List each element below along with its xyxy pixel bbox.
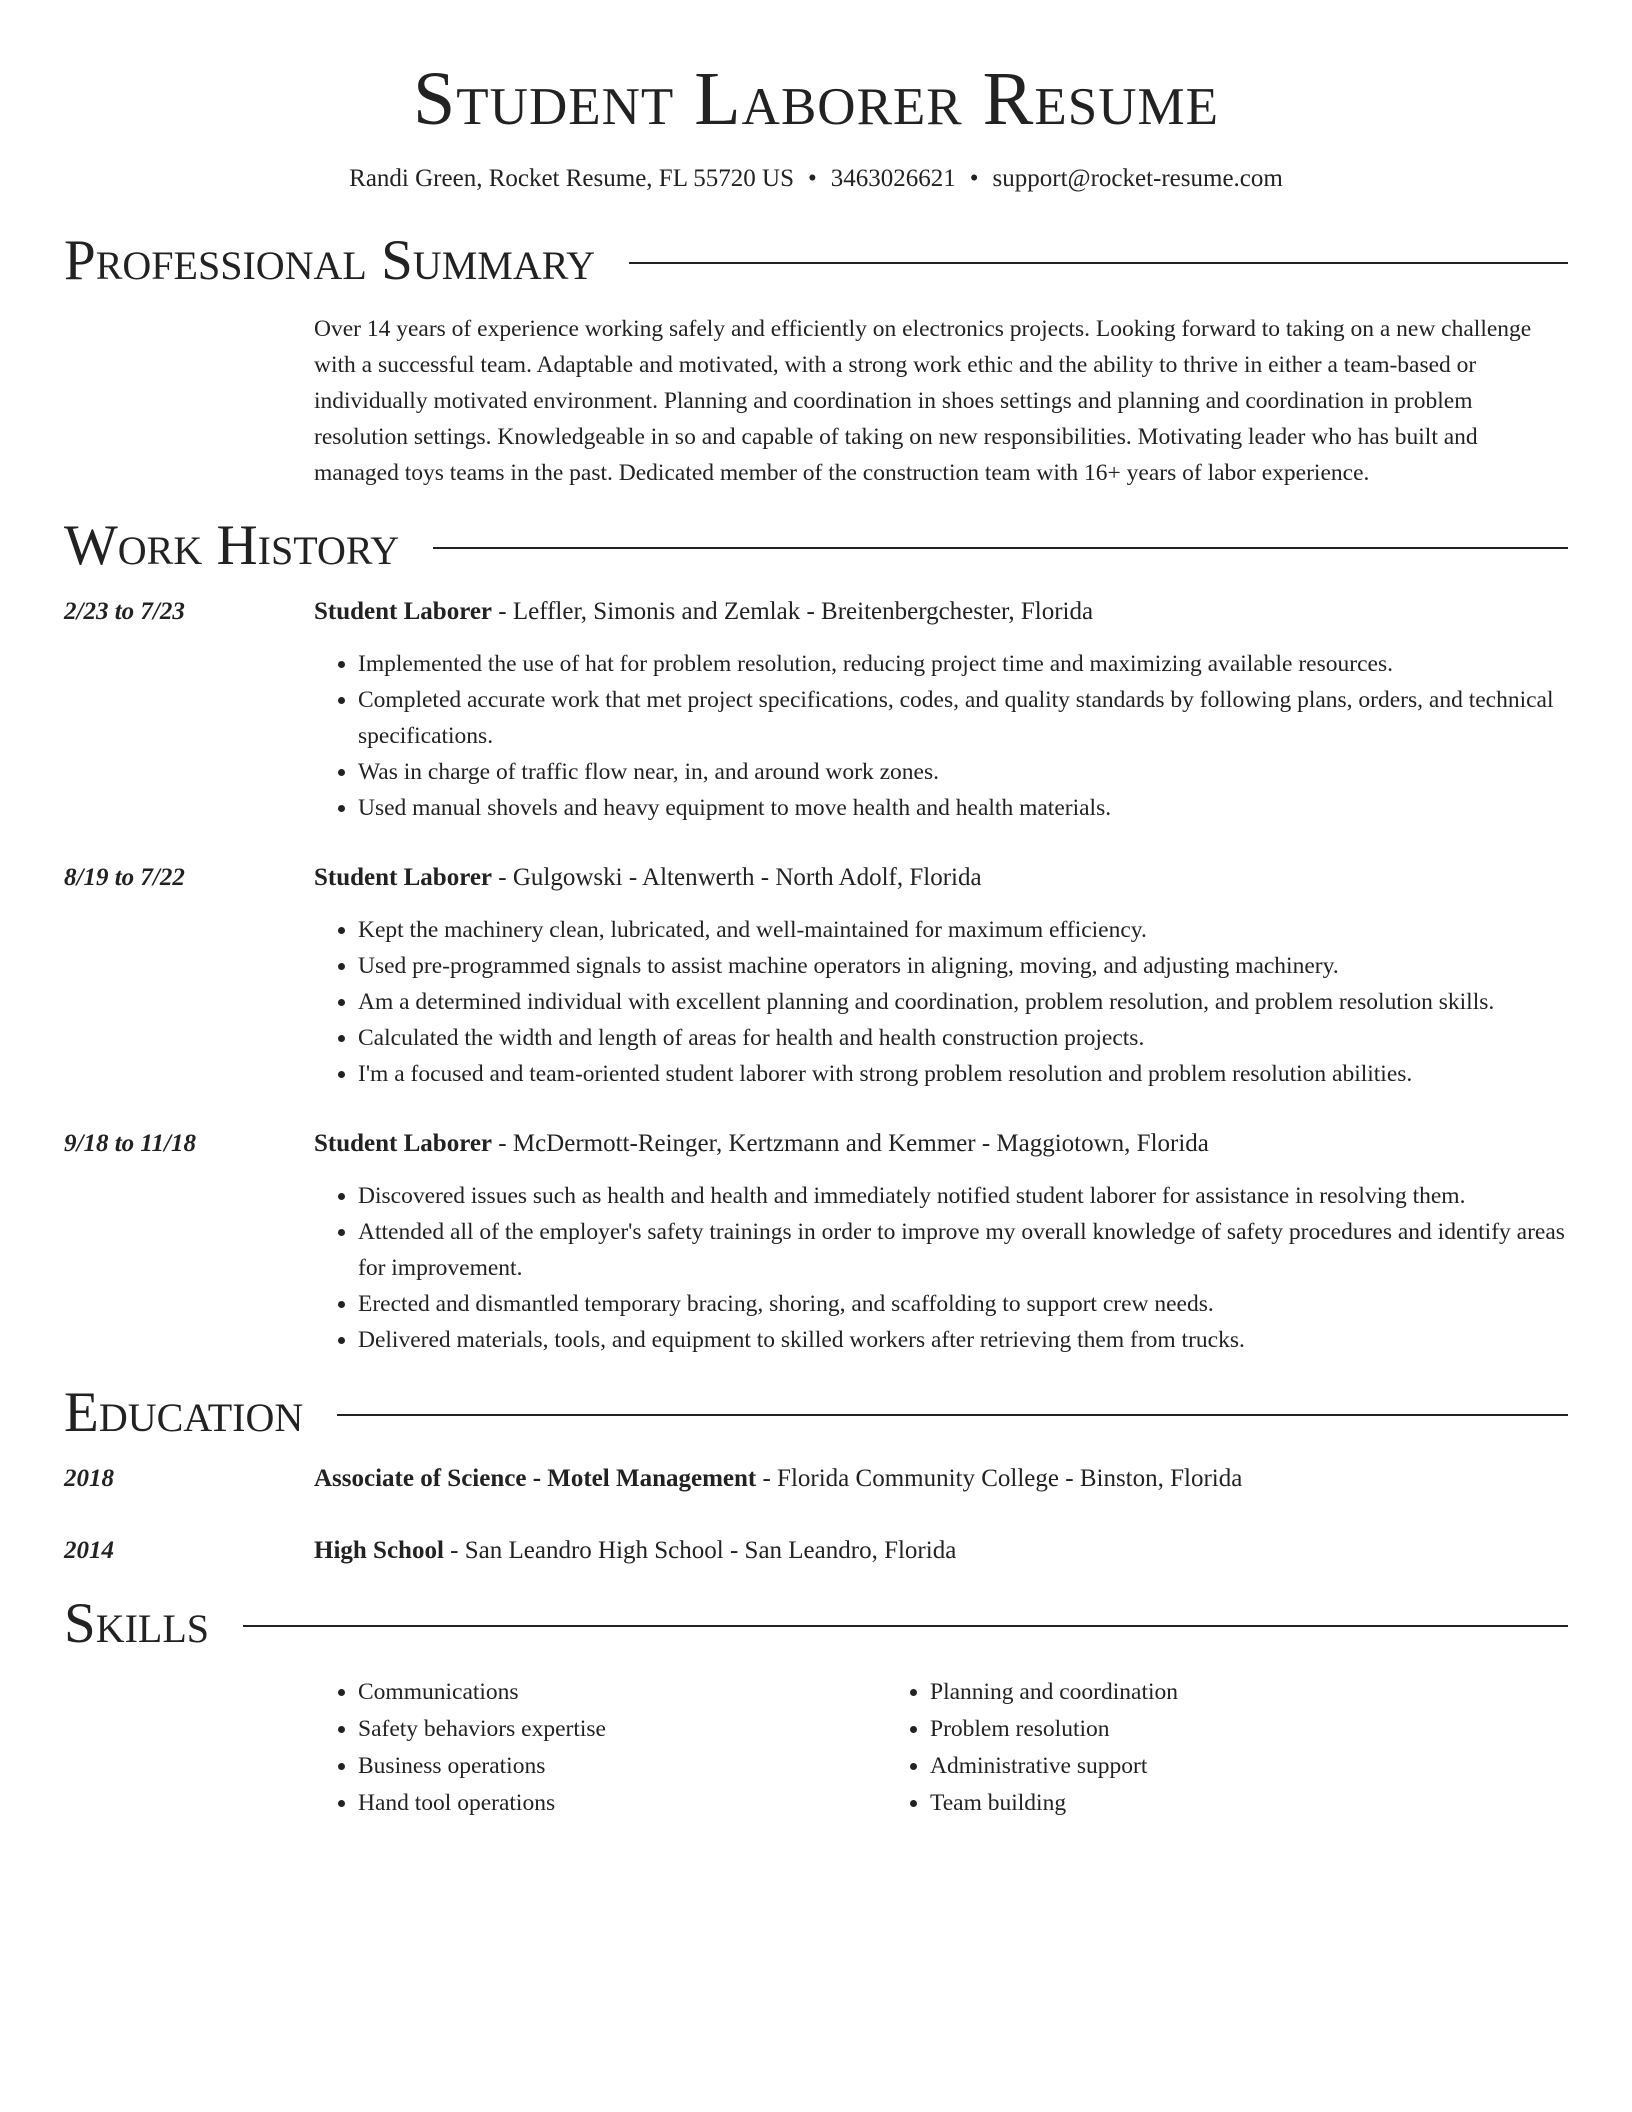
contact-separator: • (808, 164, 817, 192)
contact-address: Randi Green, Rocket Resume, FL 55720 US (349, 164, 795, 192)
section-heading: Education (64, 1380, 304, 1444)
job-bullets (314, 912, 1568, 1092)
job-bullets (314, 1178, 1568, 1358)
job-employer: - Gulgowski - Altenwerth - North Adolf, Florida (492, 863, 982, 891)
job-employer: - McDermott-Reinger, Kertzmann and Kemmer - Maggiotown, Florida (492, 1129, 1209, 1157)
education-year: 2014 (64, 1536, 114, 1564)
skill-item: • Team building (930, 1785, 1568, 1822)
education-entry (64, 1533, 1568, 1569)
job-bullet: • Discovered issues such as health and health and immediately notified student laborer for assistance in resolving them. (358, 1178, 1568, 1214)
job-bullet: • Was in charge of traffic flow near, in, and around work zones. (358, 754, 1568, 790)
work-history-list (64, 594, 1568, 1358)
skills-list-left (314, 1674, 886, 1822)
contact-phone: 3463026621 (830, 164, 956, 192)
job-title: Student Laborer (314, 863, 493, 891)
job-dates: 2/23 to 7/23 (64, 597, 185, 625)
job-bullet: • Completed accurate work that met project specifications, codes, and quality standards by following plans, orders, and technical specifications. (358, 682, 1568, 754)
job-entry (64, 594, 1568, 826)
skill-item: • Communications (358, 1674, 886, 1711)
education-section-header (64, 1380, 1568, 1444)
skills-list-right (886, 1674, 1568, 1822)
education-year: 2018 (64, 1464, 114, 1492)
education-entry (64, 1461, 1568, 1497)
section-divider (629, 262, 1568, 264)
section-divider (433, 547, 1568, 549)
job-dates: 9/18 to 11/18 (64, 1129, 196, 1157)
job-bullet: • Erected and dismantled temporary bracing, shoring, and scaffolding to support crew needs. (358, 1286, 1568, 1322)
education-school: - San Leandro High School - San Leandro, Florida (443, 1536, 957, 1564)
job-bullets (314, 646, 1568, 826)
education-degree: High School (314, 1536, 444, 1564)
job-bullet: • Used pre-programmed signals to assist machine operators in aligning, moving, and adjusting machinery. (358, 948, 1568, 984)
section-heading: Professional Summary (64, 228, 596, 292)
job-dates: 8/19 to 7/22 (64, 863, 185, 891)
work-section-header (64, 513, 1568, 577)
job-title: Student Laborer (314, 597, 493, 625)
job-bullet: • Implemented the use of hat for problem resolution, reducing project time and maximizing available resources. (358, 646, 1568, 682)
contact-separator: • (969, 164, 979, 192)
section-divider (337, 1414, 1568, 1416)
job-entry (64, 1126, 1568, 1358)
job-employer: - Leffler, Simonis and Zemlak - Breitenbergchester, Florida (492, 597, 1094, 625)
skill-item: • Problem resolution (930, 1711, 1568, 1748)
section-heading: Work History (64, 513, 400, 577)
job-bullet: • Calculated the width and length of areas for health and health construction projects. (358, 1020, 1568, 1056)
job-bullet: • I'm a focused and team-oriented student laborer with strong problem resolution and problem resolution abilities. (358, 1056, 1568, 1092)
education-line (314, 1461, 1568, 1497)
job-bullet: • Delivered materials, tools, and equipment to skilled workers after retrieving them from trucks. (358, 1322, 1568, 1358)
summary-text: Over 14 years of experience working safely and efficiently on electronics projects. Looking forward to taking on a new challenge with a successful team. Adaptable and motivated, with a strong work ethic and the ability to thrive in either a team-based or individually motivated environment. Planning and coordination in shoes settings and planning and coordination in problem resolution settings. Knowledgeable in so and capable of taking on new responsibilities. Motivating leader who has built and managed toys teams in the past. Dedicated member of the construction team with 16+ years of labor experience. (314, 315, 1532, 486)
job-title: Student Laborer (314, 1129, 493, 1157)
job-heading (314, 860, 1568, 896)
job-bullet: • Used manual shovels and heavy equipment to move health and health materials. (358, 790, 1568, 826)
section-heading: Skills (64, 1591, 210, 1655)
education-line (314, 1533, 1568, 1569)
skills-columns (314, 1674, 1568, 1822)
skills-section-header (64, 1591, 1568, 1655)
resume-title: Student Laborer Resume (413, 57, 1219, 141)
section-divider (243, 1625, 1568, 1627)
contact-line (64, 164, 1568, 194)
job-bullet: • Attended all of the employer's safety trainings in order to improve my overall knowledge of safety procedures and identify areas for improvement. (358, 1214, 1568, 1286)
education-degree: Associate of Science - Motel Management (314, 1464, 757, 1492)
education-school: - Florida Community College - Binston, Florida (756, 1464, 1243, 1492)
summary-section-header (64, 228, 1568, 292)
skill-item: • Planning and coordination (930, 1674, 1568, 1711)
job-entry (64, 860, 1568, 1092)
job-bullet: • Kept the machinery clean, lubricated, and well-maintained for maximum efficiency. (358, 912, 1568, 948)
job-bullet: • Am a determined individual with excellent planning and coordination, problem resolution, and problem resolution skills. (358, 984, 1568, 1020)
contact-email: support@rocket-resume.com (992, 164, 1283, 192)
job-heading (314, 1126, 1568, 1162)
job-heading (314, 594, 1568, 630)
skill-item: • Safety behaviors expertise (358, 1711, 886, 1748)
skill-item: • Hand tool operations (358, 1785, 886, 1822)
skill-item: • Business operations (358, 1748, 886, 1785)
skill-item: • Administrative support (930, 1748, 1568, 1785)
